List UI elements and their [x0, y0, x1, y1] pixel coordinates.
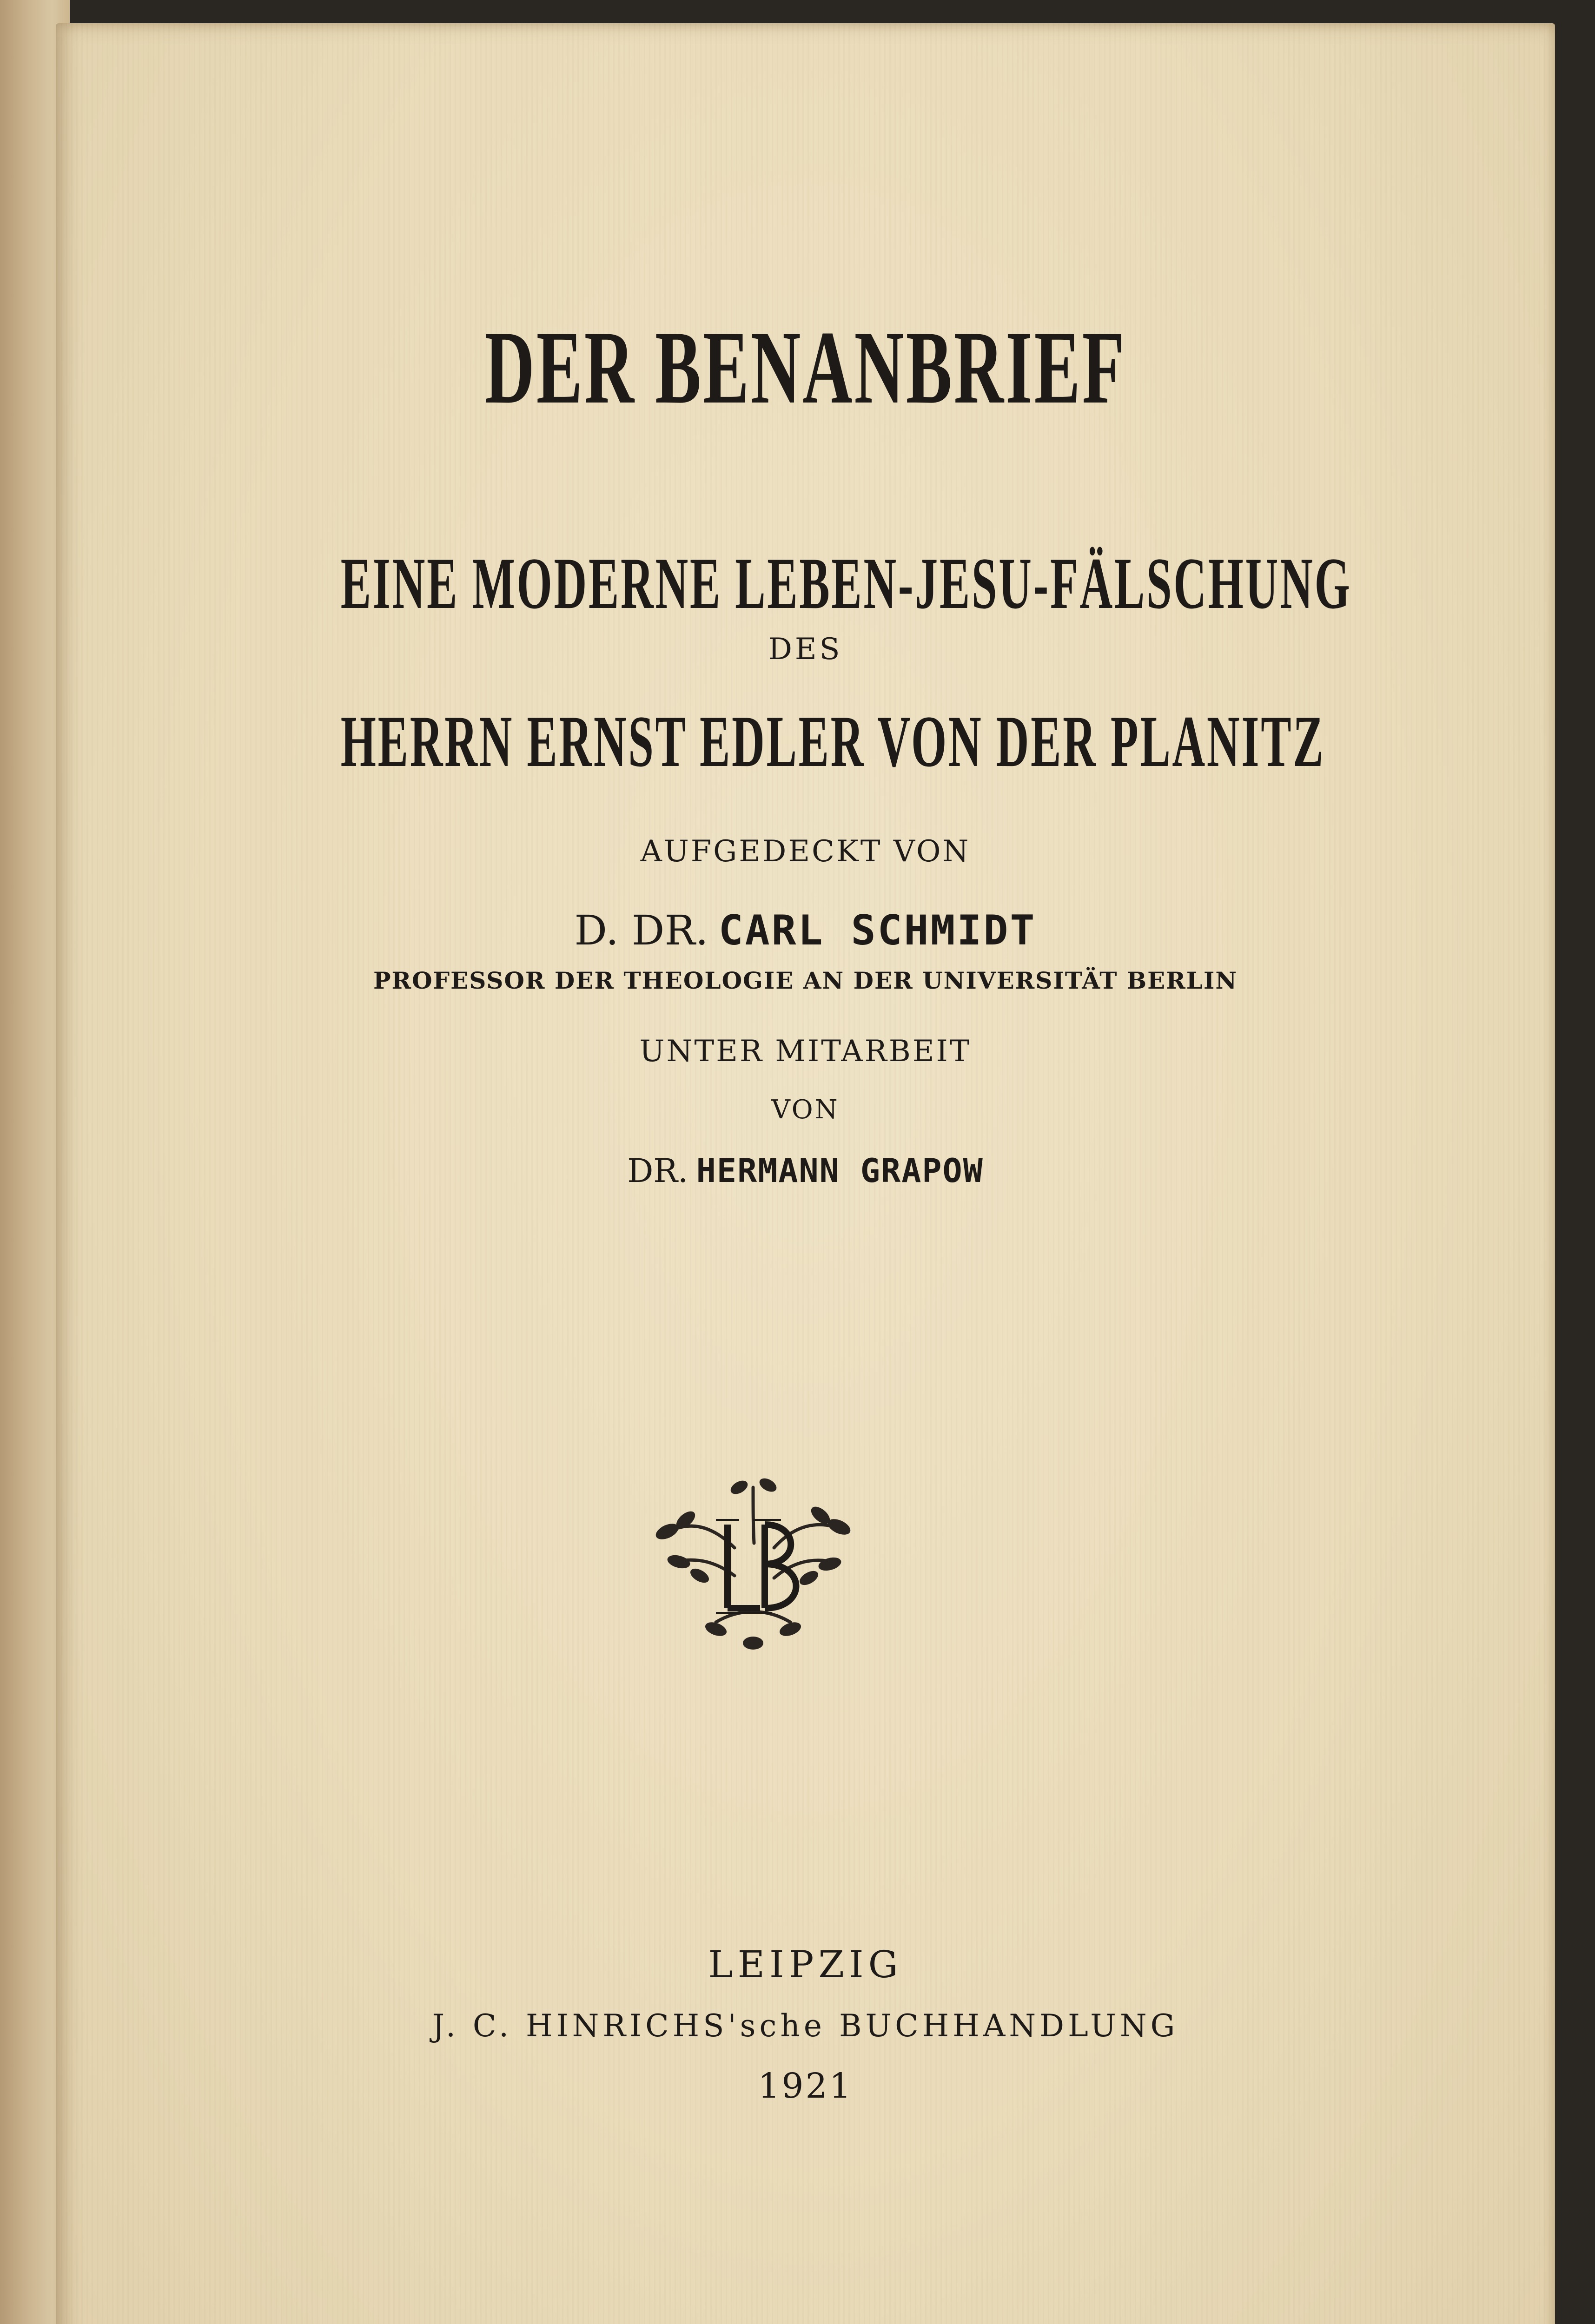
author-title-prefix: D. DR. [574, 906, 708, 954]
collaborator-line [56, 1152, 1555, 1190]
collaboration-label: UNTER MITARBEIT [639, 1034, 972, 1069]
uncovered-by-label: AUFGEDECKT VON [640, 834, 971, 869]
forger-name: HERRN ERNST EDLER VON DER PLANITZ [340, 701, 1325, 782]
des-label: DES [768, 632, 843, 667]
publication-city: LEIPZIG [708, 1943, 903, 1986]
collaborator-title-prefix: DR. [627, 1152, 688, 1190]
publication-year: 1921 [758, 2066, 853, 2106]
book-subtitle: EINE MODERNE LEBEN-JESU-FÄLSCHUNG [340, 543, 1352, 624]
author-position: PROFESSOR DER THEOLOGIE AN DER UNIVERSITÄT BERLIN [373, 967, 1238, 994]
collaborator-name: HERMANN GRAPOW [696, 1152, 984, 1190]
author-line [56, 906, 1555, 955]
publisher-name: J. C. HINRICHS'sche BUCHHANDLUNG [432, 2008, 1179, 2044]
collaboration-von: VON [771, 1095, 840, 1125]
publisher-monogram-icon [646, 1469, 860, 1664]
book-title: DER BENANBRIEF [484, 309, 1126, 425]
title-page [56, 23, 1555, 2324]
author-name: CARL SCHMIDT [718, 906, 1037, 954]
